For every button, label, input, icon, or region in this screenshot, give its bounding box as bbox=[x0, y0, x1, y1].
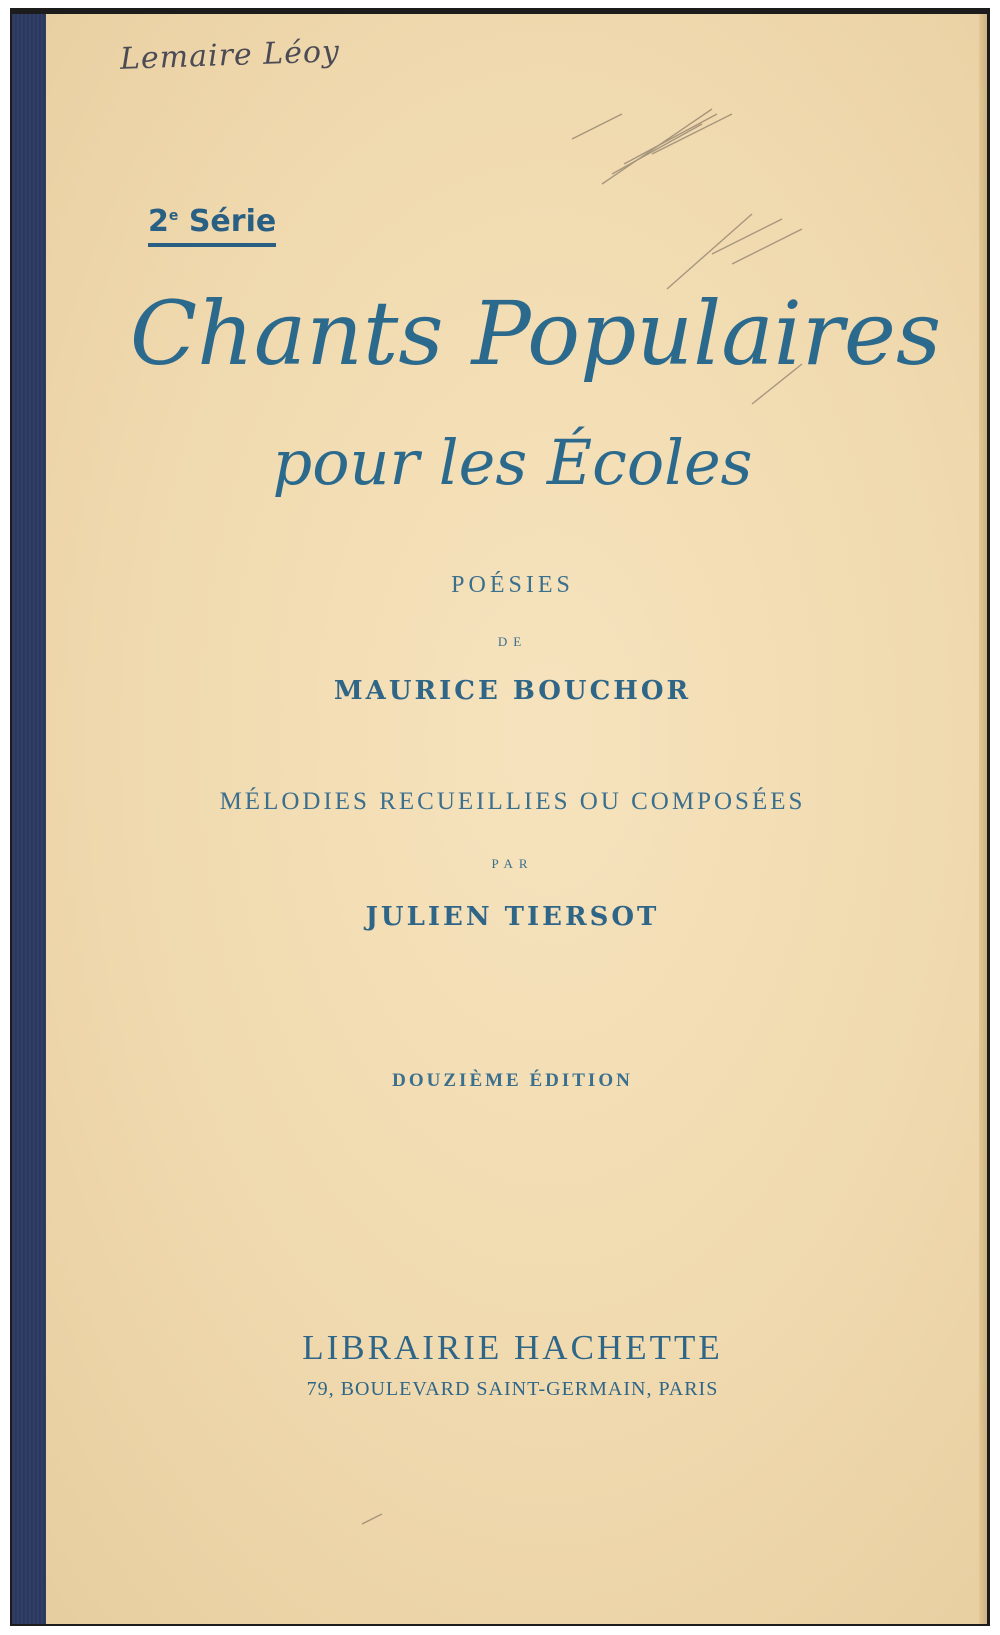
book-cover bbox=[10, 8, 990, 1626]
poesies-heading: POÉSIES bbox=[451, 572, 574, 598]
poet-name: MAURICE BOUCHOR bbox=[333, 676, 692, 706]
page-edge bbox=[979, 14, 987, 1624]
title-line-1: Chants Populaires bbox=[129, 282, 942, 385]
publisher-name: LIBRAIRIE HACHETTE bbox=[302, 1328, 723, 1367]
melodies-heading: MÉLODIES RECUEILLIES OU COMPOSÉES bbox=[219, 788, 806, 815]
series-superscript: e bbox=[168, 208, 179, 224]
publisher-address: 79, BOULEVARD SAINT-GERMAIN, PARIS bbox=[306, 1378, 719, 1400]
par-connector: PAR bbox=[491, 856, 534, 871]
de-connector: DE bbox=[497, 634, 528, 649]
handwritten-signature: Lemaire Léoy bbox=[119, 34, 341, 77]
title-line-2: pour les Écoles bbox=[272, 426, 753, 499]
series-label bbox=[148, 204, 276, 247]
composer-name: JULIEN TIERSOT bbox=[365, 902, 660, 932]
series-word: Série bbox=[188, 204, 277, 239]
cloth-spine bbox=[12, 14, 46, 1624]
edition-label: DOUZIÈME ÉDITION bbox=[392, 1070, 633, 1091]
series-number: 2 bbox=[148, 204, 169, 239]
